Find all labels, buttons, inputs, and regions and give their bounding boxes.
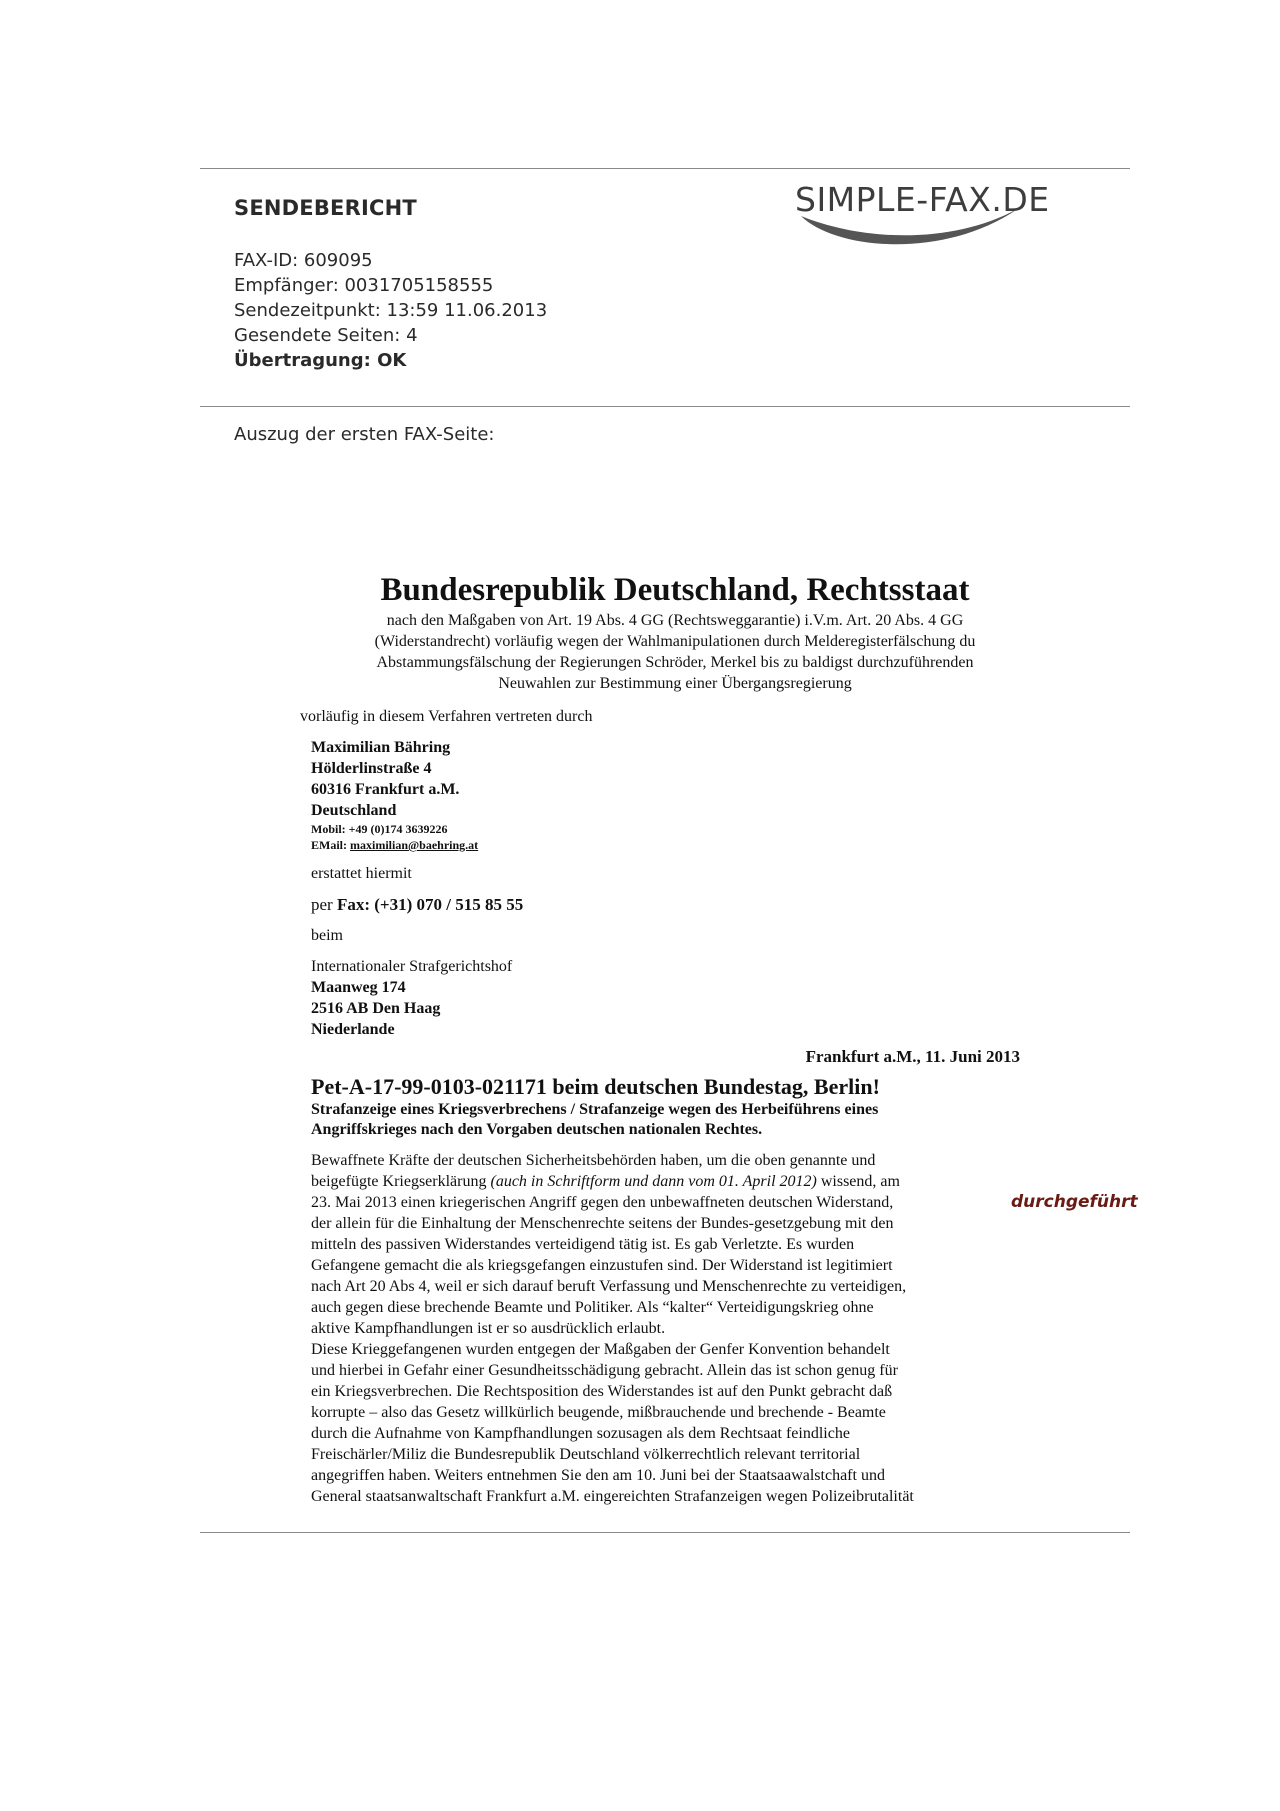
- subtitle-line: Neuwahlen zur Bestimmung einer Übergangsregierung: [498, 675, 852, 692]
- fax-prefix: per: [311, 895, 337, 914]
- charge-line: Angriffskrieges nach den Vorgaben deutschen nationalen Rechtes.: [311, 1121, 763, 1138]
- body-line: nach Art 20 Abs 4, weil er sich darauf beruft Verfassung und Menschenrechte zu verteidigen,: [311, 1278, 907, 1295]
- body-fragment: wissend, am: [816, 1173, 900, 1190]
- at-label: beim: [311, 927, 343, 944]
- fax-id: FAX-ID: 609095: [234, 250, 373, 271]
- petition-heading: Pet-A-17-99-0103-021171 beim deutschen Bundestag, Berlin!: [311, 1074, 880, 1099]
- court-country: Niederlande: [311, 1021, 395, 1038]
- body-line: angegriffen haben. Weiters entnehmen Sie den am 10. Juni bei der Staatsaawalstchaft und: [311, 1467, 885, 1484]
- pages-sent: Gesendete Seiten: 4: [234, 325, 418, 346]
- body-fragment: 23. Mai 2013 einen kriegerischen Angriff gegen den unbewaffneten deutschen Widerstand,: [311, 1194, 894, 1211]
- body-italic-fragment: (auch in Schriftform und dann vom 01. April 2012): [490, 1173, 817, 1190]
- sender-email-link[interactable]: maximilian@baehring.at: [350, 838, 479, 852]
- fax-subtitle: [310, 610, 1040, 694]
- sender-email-line: [311, 837, 1040, 853]
- body-fragment: beigefügte Kriegserklärung: [311, 1173, 491, 1190]
- sender-address: [311, 737, 1040, 853]
- sender-name: Maximilian Bähring: [311, 739, 451, 756]
- represented-by: vorläufig in diesem Verfahren vertreten durch: [300, 708, 593, 725]
- middle-divider: [200, 406, 1130, 407]
- transmission-status: Übertragung: OK: [234, 350, 407, 371]
- send-time: Sendezeitpunkt: 13:59 11.06.2013: [234, 300, 548, 321]
- logo-swoosh-icon: [795, 200, 1055, 260]
- excerpt-label: Auszug der ersten FAX-Seite:: [234, 424, 495, 445]
- court-street: Maanweg 174: [311, 979, 406, 996]
- logo-text: SIMPLE-FAX.DE: [795, 180, 1050, 219]
- highlighted-word: durchgeführt: [1011, 1192, 1138, 1212]
- body-line: Bewaffnete Kräfte der deutschen Sicherheitsbehörden haben, um die oben genannte und: [311, 1152, 876, 1169]
- bottom-divider: [200, 1532, 1130, 1533]
- body-text: [311, 1150, 1138, 1505]
- sender-street: Hölderlinstraße 4: [311, 760, 432, 777]
- body-line: ein Kriegsverbrechen. Die Rechtsposition des Widerstandes ist auf den Punkt gebracht daß: [311, 1383, 893, 1400]
- recipient: Empfänger: 0031705158555: [234, 275, 494, 296]
- body-line: Gefangene gemacht die als kriegsgefangen einzustufen sind. Der Widerstand ist legitimiert: [311, 1257, 893, 1274]
- send-report: [234, 196, 547, 373]
- charge-line: Strafanzeige eines Kriegsverbrechens / Strafanzeige wegen des Herbeiführens eines: [311, 1101, 879, 1118]
- subtitle-line: nach den Maßgaben von Art. 19 Abs. 4 GG (Rechtsweggarantie) i.V.m. Art. 20 Abs. 4 GG: [386, 612, 964, 629]
- files-statement: erstattet hiermit: [311, 865, 412, 882]
- court-name: Internationaler Strafgerichtshof: [311, 958, 513, 975]
- report-title: SENDEBERICHT: [234, 196, 417, 220]
- sender-country: Deutschland: [311, 802, 397, 819]
- body-line: korrupte – also das Gesetz willkürlich beugende, mißbrauchende und brechende - Beamte: [311, 1404, 886, 1421]
- body-line: Diese Krieggefangenen wurden entgegen der Maßgaben der Genfer Konvention behandelt: [311, 1341, 890, 1358]
- subtitle-line: (Widerstandrecht) vorläufig wegen der Wahlmanipulationen durch Melderegisterfälschung du: [374, 633, 976, 650]
- charge-heading: [311, 1100, 1040, 1140]
- body-line: aktive Kampfhandlungen ist er so ausdrücklich erlaubt.: [311, 1320, 666, 1337]
- body-line: [311, 1171, 1011, 1192]
- email-label: EMail:: [311, 838, 350, 852]
- sender-city: 60316 Frankfurt a.M.: [311, 781, 460, 798]
- body-line: der allein für die Einhaltung der Menschenrechte seitens der Bundes-gesetzgebung mit den: [311, 1215, 894, 1232]
- body-line: auch gegen diese brechende Beamte und Politiker. Als “kalter“ Verteidigungskrieg ohne: [311, 1299, 874, 1316]
- body-line: Freischärler/Miliz die Bundesrepublik Deutschland völkerrechtlich relevant territorial: [311, 1446, 861, 1463]
- letter-date: Frankfurt a.M., 11. Juni 2013: [805, 1047, 1020, 1066]
- body-line: mitteln des passiven Widerstandes verteidigend tätig ist. Es gab Verletzte. Es wurden: [311, 1236, 855, 1253]
- body-line-cutoff: General staatsanwaltschaft Frankfurt a.M. eingereichten Strafanzeigen wegen Polizeibrutalität: [311, 1488, 914, 1505]
- fax-number-line: [311, 894, 1040, 915]
- sender-mobile: Mobil: +49 (0)174 3639226: [311, 822, 448, 836]
- fax-title: Bundesrepublik Deutschland, Rechtsstaat: [380, 572, 970, 608]
- court-address: [311, 956, 1040, 1040]
- court-fax-number: Fax: (+31) 070 / 515 85 55: [336, 895, 524, 914]
- court-city: 2516 AB Den Haag: [311, 1000, 441, 1017]
- body-line: [311, 1192, 1138, 1213]
- body-line: und hierbei in Gefahr einer Gesundheitsschädigung gebracht. Allein das ist schon genug für: [311, 1362, 898, 1379]
- top-divider: [200, 168, 1130, 169]
- simple-fax-logo: [795, 180, 1125, 270]
- subtitle-line: Abstammungsfälschung der Regierungen Schröder, Merkel bis zu baldigst durchzuführenden: [376, 654, 974, 671]
- body-line: durch die Aufnahme von Kampfhandlungen sozusagen als dem Rechtsaat feindliche: [311, 1425, 850, 1442]
- fax-page-excerpt: [300, 570, 1138, 1505]
